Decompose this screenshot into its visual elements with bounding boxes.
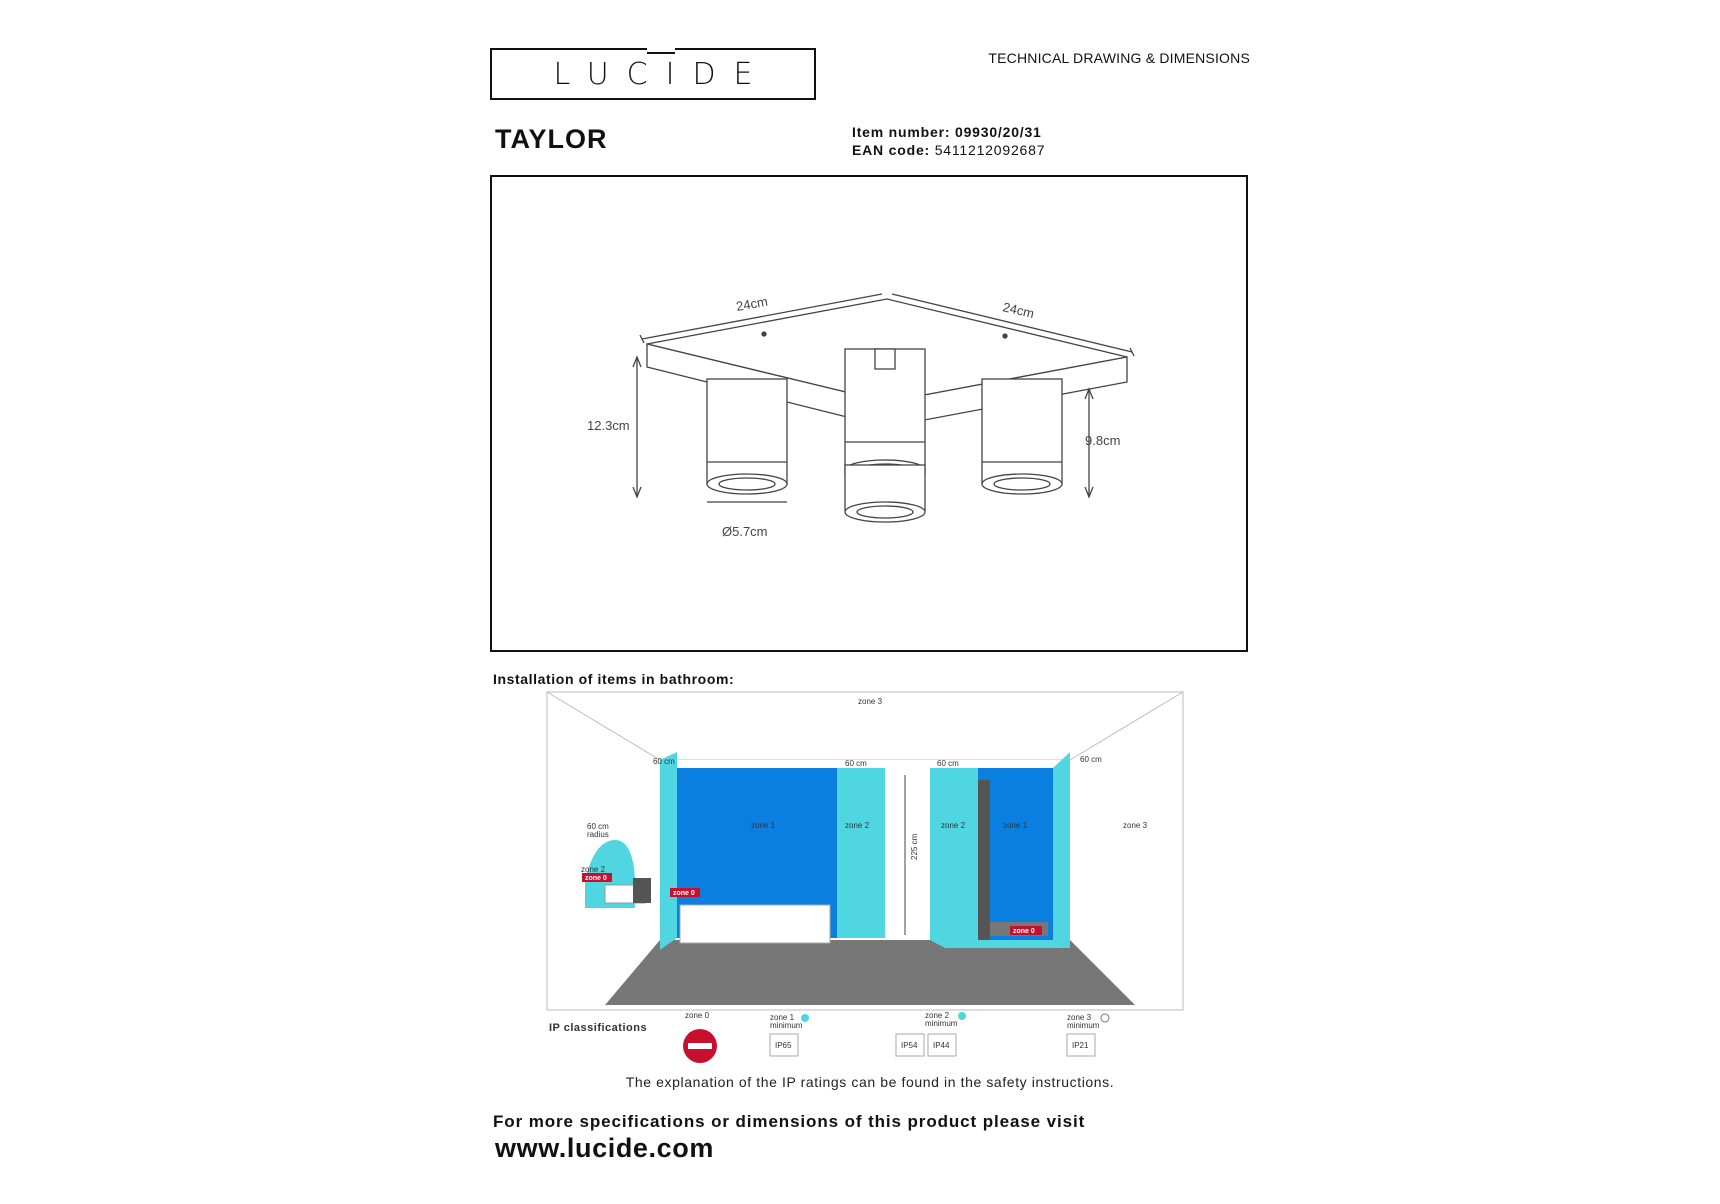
- zone2-right-wall: [1053, 752, 1070, 948]
- bathroom-zones-diagram: [545, 690, 1185, 1015]
- bath-zone2: [837, 768, 885, 938]
- ean-value: 5411212092687: [934, 142, 1046, 158]
- ip-zone2: zone 2: [925, 1011, 950, 1020]
- ip-zone1-sub: minimum: [770, 1021, 803, 1030]
- item-number-value: 09930/20/31: [954, 124, 1042, 140]
- label-zone2-shower: zone 2: [941, 821, 966, 830]
- website-link[interactable]: www.lucide.com: [495, 1133, 714, 1163]
- label-zone1-bath: zone 1: [751, 821, 776, 830]
- shower-zone2: [930, 768, 978, 940]
- dim-spot-height: 9.8cm: [1085, 433, 1121, 448]
- ean-line: [852, 142, 1045, 158]
- label-zone0-sink: zone 0: [585, 875, 607, 882]
- zone3-dot-icon: [1101, 1014, 1109, 1022]
- bathroom-section-title: Installation of items in bathroom:: [493, 671, 735, 687]
- ip-zone3-sub: minimum: [1067, 1021, 1100, 1030]
- label-zone3-right: zone 3: [1123, 821, 1148, 830]
- label-zone0-shower: zone 0: [1013, 928, 1035, 935]
- label-60cm-d: 60 cm: [1080, 755, 1102, 764]
- technical-drawing: [492, 177, 1246, 650]
- label-height: 225 cm: [910, 833, 919, 860]
- dim-width-left: 24cm: [734, 293, 769, 314]
- ip-zone3-code: IP21: [1072, 1041, 1089, 1050]
- label-60cm-c: 60 cm: [937, 759, 959, 768]
- ip-title: IP classifications: [549, 1022, 648, 1034]
- ip-zone0: zone 0: [685, 1011, 710, 1020]
- label-60cm-a: 60 cm: [653, 757, 675, 766]
- ip-zone2-sub: minimum: [925, 1019, 958, 1028]
- document-type: TECHNICAL DRAWING & DIMENSIONS: [988, 50, 1250, 66]
- label-radius-1: 60 cm: [587, 822, 609, 831]
- dim-total-height: 12.3cm: [587, 418, 630, 433]
- ip-classifications: [680, 1010, 1140, 1070]
- dim-diameter: Ø5.7cm: [722, 524, 768, 539]
- ip-zone2-code-b: IP44: [933, 1041, 950, 1050]
- item-number-label: Item number:: [852, 124, 951, 140]
- ip-zone1-code: IP65: [775, 1041, 792, 1050]
- label-zone2-sink: zone 2: [581, 865, 606, 874]
- ean-label: EAN code:: [852, 142, 930, 158]
- ip-zone1: zone 1: [770, 1013, 795, 1022]
- brand-logo: [490, 48, 816, 100]
- safety-note: The explanation of the IP ratings can be found in the safety instructions.: [625, 1074, 1115, 1090]
- technical-drawing-frame: [490, 175, 1248, 652]
- logo-text: LUCIDE: [553, 56, 771, 92]
- floor: [605, 940, 1135, 1005]
- ip-zone3: zone 3: [1067, 1013, 1092, 1022]
- shower-glass: [978, 780, 990, 940]
- more-specifications-text: For more specifications or dimensions of this product please visit: [493, 1112, 1086, 1131]
- label-zone3-top: zone 3: [858, 697, 883, 706]
- label-60cm-b: 60 cm: [845, 759, 867, 768]
- zone2-dot-icon: [958, 1012, 966, 1020]
- dim-width-right: 24cm: [1001, 299, 1036, 322]
- label-zone1-shower: zone 1: [1003, 821, 1028, 830]
- bathtub: [680, 905, 830, 943]
- item-number-line: [852, 124, 1042, 140]
- label-zone2-bath: zone 2: [845, 821, 870, 830]
- label-radius-2: radius: [587, 830, 609, 839]
- ip-zone2-code-a: IP54: [901, 1041, 918, 1050]
- zone2-left-wall: [660, 752, 677, 950]
- product-name: TAYLOR: [495, 124, 608, 154]
- spot-right-body: [982, 379, 1062, 484]
- spot-left-body: [707, 379, 787, 484]
- label-zone0-bath: zone 0: [673, 890, 695, 897]
